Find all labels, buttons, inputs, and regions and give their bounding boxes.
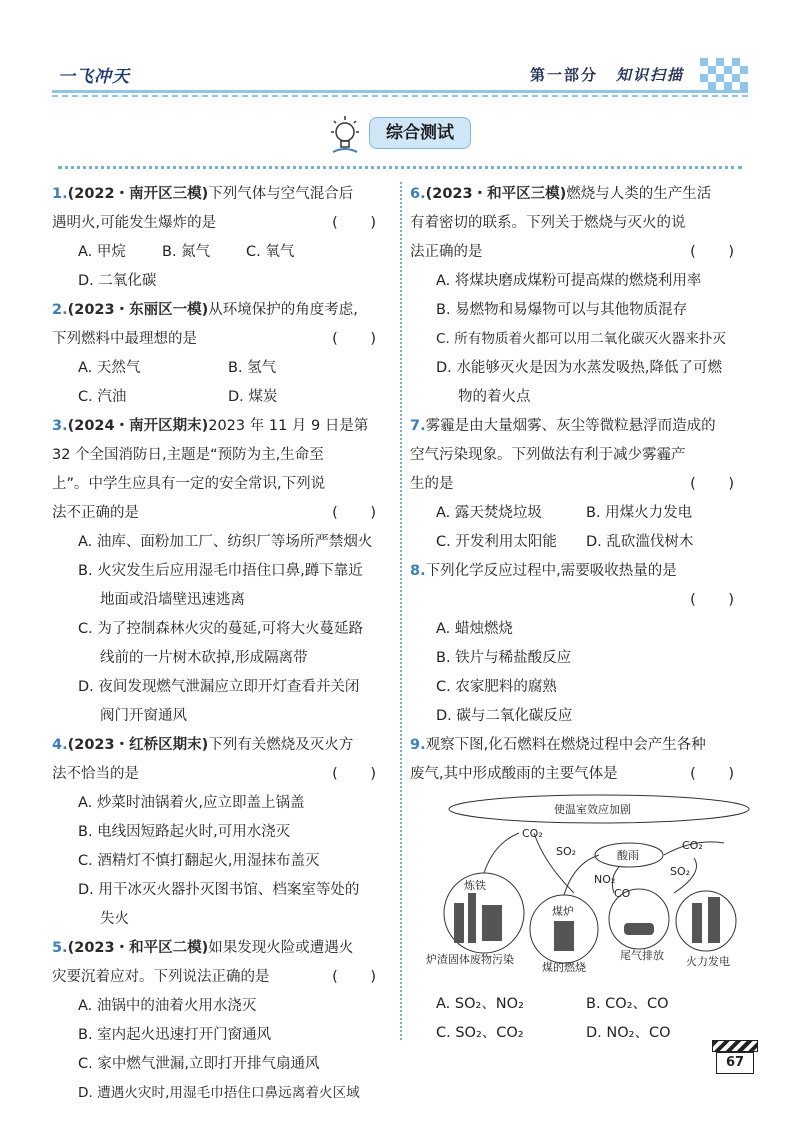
part-label [530,64,684,85]
option-c: C. 所有物质着火都可以用二氧化碳灭火器来扑灭 [436,331,727,347]
question-text: 32 个全国消防日,主题是“预防为主,生命至 [52,447,324,463]
question-text: 废气,其中形成酸雨的主要气体是 [410,766,618,782]
section-name: 知识扫描 [616,66,685,84]
question-1 [52,180,392,296]
power-label: 火力发电 [686,955,730,968]
column-divider [400,182,402,1040]
question-text: 遇明火,可能发生爆炸的是 [52,215,217,231]
option-c: C. 酒精灯不慎打翻起火,用湿抹布盖灭 [78,853,320,869]
question-source: (2023・和平区三模) [425,186,567,202]
question-number: 8. [410,563,426,579]
question-text: 下列燃料中最理想的是 [52,331,197,347]
question-text: 法正确的是 [410,244,483,260]
series-logo: 一飞冲天 [58,67,130,87]
option-a: A. 甲烷 [78,244,126,260]
dotted-divider [58,166,742,169]
question-text: 上”。中学生应具有一定的安全常识,下列说 [52,476,326,492]
options [410,990,750,1019]
slag-label: 炉渣固体废物污染 [426,953,514,966]
part-name: 第一部分 [530,66,599,84]
option-a: A. 炒菜时油锅着火,应立即盖上锅盖 [78,795,305,811]
co2-label: CO₂ [522,827,543,840]
option-d: D. 用干冰灭火器扑灭图书馆、档案室等处的 [78,882,360,898]
question-source: (2022・南开区三模) [67,186,209,202]
option-c: C. 氧气 [246,244,295,260]
question-source: (2023・和平区二模) [67,940,209,956]
options [52,238,392,296]
checker-decoration [700,58,748,98]
answer-blank: ( ) [690,766,748,782]
cloud-label: 使温室效应加剧 [554,803,631,816]
option-a: A. 油库、面粉加工厂、纺织厂等场所严禁烟火 [78,534,373,550]
question-9 [410,731,750,1048]
question-text: 法不恰当的是 [52,766,139,782]
options [52,383,392,412]
option-b: B. 火灾发生后应用湿毛巾捂住口鼻,蹲下靠近 [78,563,363,579]
page-number-badge [712,1040,756,1074]
pollution-diagram [424,793,754,973]
question-text: 有着密切的联系。下列关于燃烧与灭火的说 [410,215,686,231]
option-d: D. NO₂、CO [586,1025,671,1041]
option-d: D. 煤炭 [228,389,278,405]
page-number: 67 [716,1052,754,1074]
option-c: C. 开发利用太阳能 [436,534,557,550]
question-source: (2023・红桥区期末) [67,737,209,753]
answer-blank: ( ) [690,244,748,260]
options [410,528,750,557]
option-b: B. 氢气 [228,360,277,376]
section-title [325,112,475,152]
option-d-cont: 失火 [100,911,129,927]
question-text: 雾霾是由大量烟雾、灰尘等微粒悬浮而造成的 [425,418,716,434]
lightbulb-icon [325,112,365,156]
option-a: A. 将煤块磨成煤粉可提高煤的燃烧利用率 [436,273,702,289]
question-number: 4. [52,737,68,753]
option-b: B. 室内起火迅速打开门窗通风 [78,1027,272,1043]
question-text: 空气污染现象。下列做法有利于减少雾霾产 [410,447,686,463]
option-b: B. 用煤火力发电 [586,505,693,521]
answer-blank: ( ) [332,766,390,782]
answer-blank: ( ) [332,331,390,347]
option-b: B. 易燃物和易爆物可以与其他物质混存 [436,302,688,318]
question-6 [410,180,750,412]
question-text: 生的是 [410,476,454,492]
option-b: B. 氮气 [162,244,211,260]
question-3 [52,412,392,731]
no2-label: NO₂ [594,873,616,886]
question-number: 1. [52,186,68,202]
option-a: A. SO₂、NO₂ [436,996,524,1012]
question-number: 9. [410,737,426,753]
question-source: (2024・南开区期末) [67,418,209,434]
acid-label: 酸雨 [617,849,639,862]
exhaust-label: 尾气排放 [620,949,664,962]
question-8 [410,557,750,731]
so2-label-2: SO₂ [670,865,691,878]
header-dashed-rule [52,95,748,97]
header-rule [52,90,748,93]
left-column [52,180,392,1108]
page-title: 综合测试 [369,117,471,149]
option-a: A. 露天焚烧垃圾 [436,505,542,521]
question-number: 7. [410,418,426,434]
option-c: C. 农家肥料的腐熟 [436,679,557,695]
option-c: C. 汽油 [78,389,127,405]
question-5 [52,934,392,1108]
option-d-cont: 阀门开窗通风 [100,708,187,724]
page-header [0,0,800,110]
question-number: 5. [52,940,68,956]
answer-blank: ( ) [332,505,390,521]
option-c-cont: 线前的一片树木砍掉,形成隔离带 [100,650,308,666]
steel-label: 炼铁 [464,879,486,892]
question-text: 法不正确的是 [52,505,139,521]
question-source: (2023・东丽区一模) [67,302,209,318]
option-d: D. 碳与二氧化碳反应 [436,708,573,724]
question-2 [52,296,392,412]
options [52,354,392,383]
question-4 [52,731,392,934]
option-d-cont: 物的着火点 [458,389,531,405]
right-column [410,180,750,1048]
option-a: A. 蜡烛燃烧 [436,621,513,637]
option-b: B. CO₂、CO [586,996,669,1012]
question-text: 如果发现火险或遭遇火 [208,940,354,956]
power-plant-circle [676,891,736,951]
co-label: CO [614,887,631,900]
option-a: A. 油锅中的油着火用水浇灭 [78,998,257,1014]
question-text: 观察下图,化石燃料在燃烧过程中会产生各种 [425,737,706,753]
option-d: D. 水能够灭火是因为水蒸发吸热,降低了可燃 [436,360,722,376]
co2-label-2: CO₂ [682,839,703,852]
stripe-decoration [712,1040,758,1052]
question-number: 6. [410,186,426,202]
option-b: B. 铁片与稀盐酸反应 [436,650,572,666]
question-number: 2. [52,302,68,318]
question-text: 下列气体与空气混合后 [208,186,354,202]
so2-label: SO₂ [556,845,577,858]
options [410,1019,750,1048]
question-text: 燃烧与人类的生产生活 [566,186,712,202]
option-c: C. SO₂、CO₂ [436,1025,524,1041]
answer-blank: ( ) [690,476,748,492]
question-text: 下列化学反应过程中,需要吸收热量的是 [425,563,677,579]
coal-label: 煤的燃烧 [542,961,586,973]
option-d: D. 乱砍滥伐树木 [586,534,694,550]
question-number: 3. [52,418,68,434]
answer-blank: ( ) [690,592,748,608]
option-d: D. 夜间发现燃气泄漏应立即开灯查看并关闭 [78,679,360,695]
option-c: C. 家中燃气泄漏,立即打开排气扇通风 [78,1056,320,1072]
question-text: 下列有关燃烧及灭火方 [208,737,354,753]
option-d: D. 遭遇火灾时,用湿毛巾捂住口鼻远离着火区域 [78,1085,360,1101]
option-b-cont: 地面或沿墙壁迅速逃离 [100,592,245,608]
options [410,499,750,528]
question-text: 灾要沉着应对。下列说法正确的是 [52,969,270,985]
option-c: C. 为了控制森林火灾的蔓延,可将大火蔓延路 [78,621,363,637]
answer-blank: ( ) [332,215,390,231]
answer-blank: ( ) [332,969,390,985]
question-text: 从环境保护的角度考虑, [208,302,358,318]
option-a: A. 天然气 [78,360,141,376]
option-d: D. 二氧化碳 [78,273,157,289]
question-text: 2023 年 11 月 9 日是第 [208,418,369,434]
boiler-label: 煤炉 [552,905,574,918]
option-b: B. 电线因短路起火时,可用水浇灭 [78,824,291,840]
question-7 [410,412,750,557]
